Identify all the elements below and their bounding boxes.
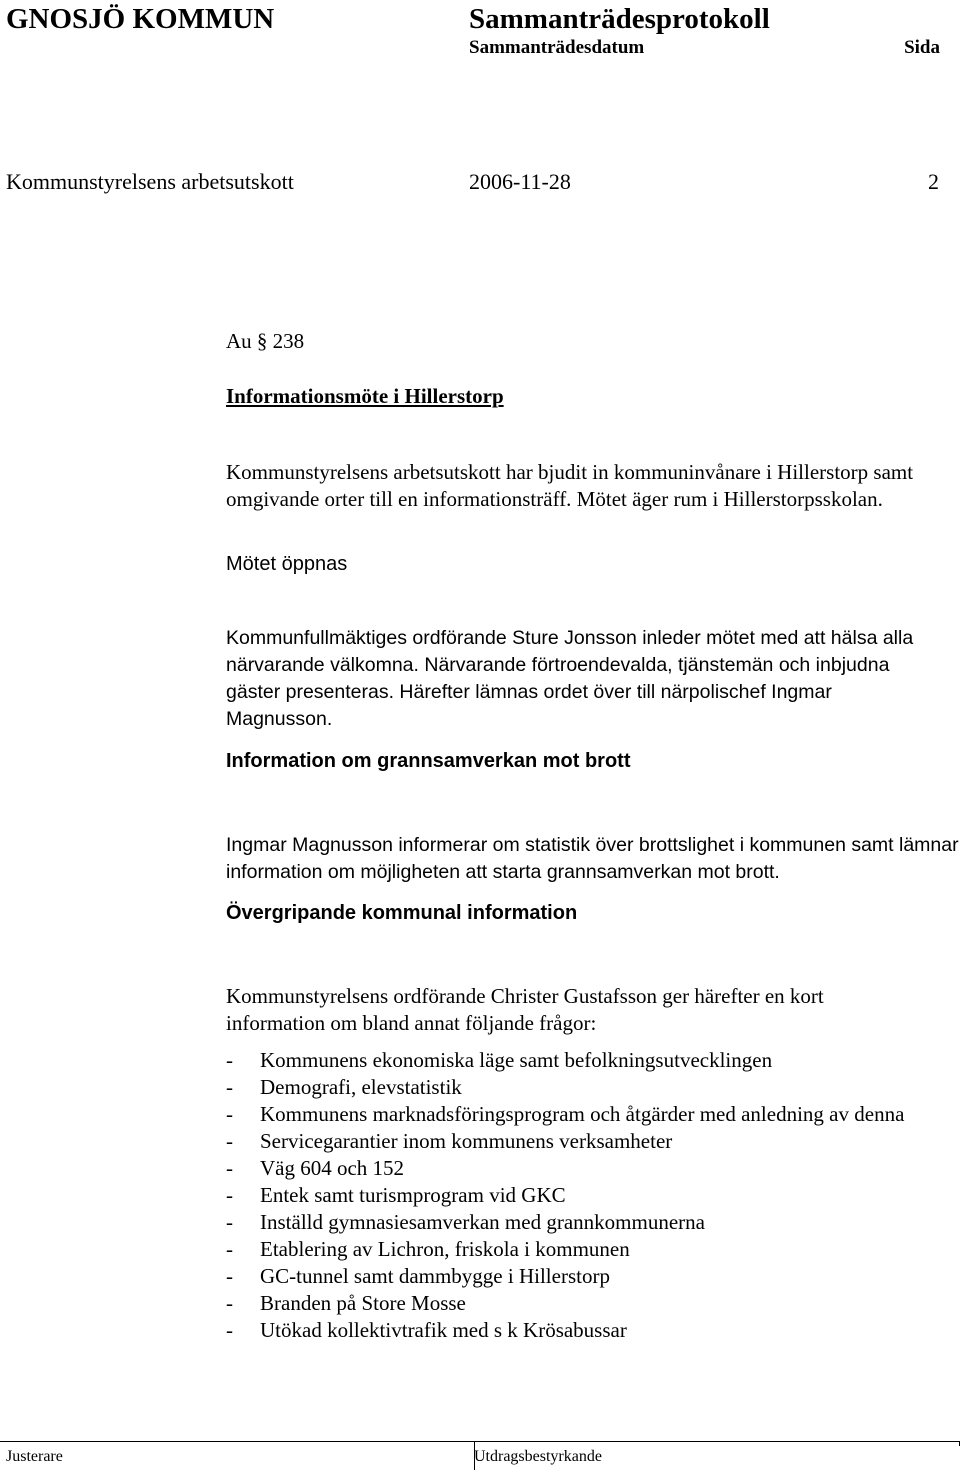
page-label: Sida: [904, 37, 940, 58]
section-heading-municipal-information: Övergripande kommunal information: [226, 902, 578, 924]
list-marker: -: [226, 1318, 233, 1342]
topic-item: - Entek samt turismprogram vid GKC: [226, 1183, 566, 1207]
section-paragraph-crime-prevention: Ingmar Magnusson informerar om statistik över brottslighet i kommunen samt lämnar information om möjligheten att starta grannsamverkan mot brott.: [226, 833, 959, 883]
topic-item: - Väg 604 och 152: [226, 1156, 405, 1180]
topic-item: - Inställd gymnasiesamverkan med grannkommunerna: [226, 1210, 705, 1234]
justerare-signature-field: Justerare: [6, 1448, 63, 1465]
committee-name: Kommunstyrelsens arbetsutskott: [6, 169, 294, 194]
section-paragraph-municipal-information: Kommunstyrelsens ordförande Christer Gustafsson ger härefter en kort information om bland annat följande frågor:: [226, 984, 824, 1035]
footer-rule: [0, 1441, 960, 1442]
topic-item: - Kommunens ekonomiska läge samt befolkningsutvecklingen: [226, 1048, 773, 1072]
paragraph-number: Au § 238: [226, 329, 305, 353]
list-marker: -: [226, 1264, 233, 1288]
list-marker: -: [226, 1102, 233, 1126]
list-marker: -: [226, 1210, 233, 1234]
page-number: 2: [928, 169, 939, 194]
topic-item: - Utökad kollektivtrafik med s k Krösabussar: [226, 1318, 627, 1342]
topic-item: - GC-tunnel samt dammbygge i Hillerstorp: [226, 1264, 610, 1288]
extract-certification-field: Utdragsbestyrkande: [474, 1448, 602, 1465]
list-marker: -: [226, 1237, 233, 1261]
document-type: Sammanträdesprotokoll: [469, 3, 770, 35]
intro-paragraph: Kommunstyrelsens arbetsutskott har bjudit in kommuninvånare i Hillerstorp samt omgivande orter till en informationsträff. Mötet äger rum i Hillerstorpsskolan.: [226, 460, 914, 511]
list-marker: -: [226, 1291, 233, 1315]
list-marker: -: [226, 1156, 233, 1180]
item-title: Informationsmöte i Hillerstorp: [226, 384, 504, 408]
meeting-date: 2006-11-28: [469, 169, 571, 194]
section-heading-opening: Mötet öppnas: [226, 553, 348, 575]
topic-item: - Etablering av Lichron, friskola i kommunen: [226, 1237, 630, 1261]
section-heading-crime-prevention: Information om grannsamverkan mot brott: [226, 750, 631, 772]
list-marker: -: [226, 1129, 233, 1153]
topic-list: [226, 1047, 926, 1344]
topic-item: - Branden på Store Mosse: [226, 1291, 466, 1315]
list-marker: -: [226, 1183, 233, 1207]
topic-item: - Servicegarantier inom kommunens verksamheter: [226, 1129, 673, 1153]
list-marker: -: [226, 1048, 233, 1072]
topic-item: - Kommunens marknadsföringsprogram och åtgärder med anledning av denna: [226, 1102, 905, 1126]
topic-item: - Demografi, elevstatistik: [226, 1075, 462, 1099]
section-paragraph-opening: Kommunfullmäktiges ordförande Sture Jonsson inleder mötet med att hälsa alla närvarande välkomna. Närvarande förtroendevalda, tjänstemän och inbjudna gäster presenteras. Härefter lämnas ordet över till närpolischef Ingmar Magnusson.: [226, 626, 914, 730]
list-marker: -: [226, 1075, 233, 1099]
organization-name: GNOSJÖ KOMMUN: [6, 3, 275, 35]
meeting-date-label: Sammanträdesdatum: [469, 37, 645, 58]
